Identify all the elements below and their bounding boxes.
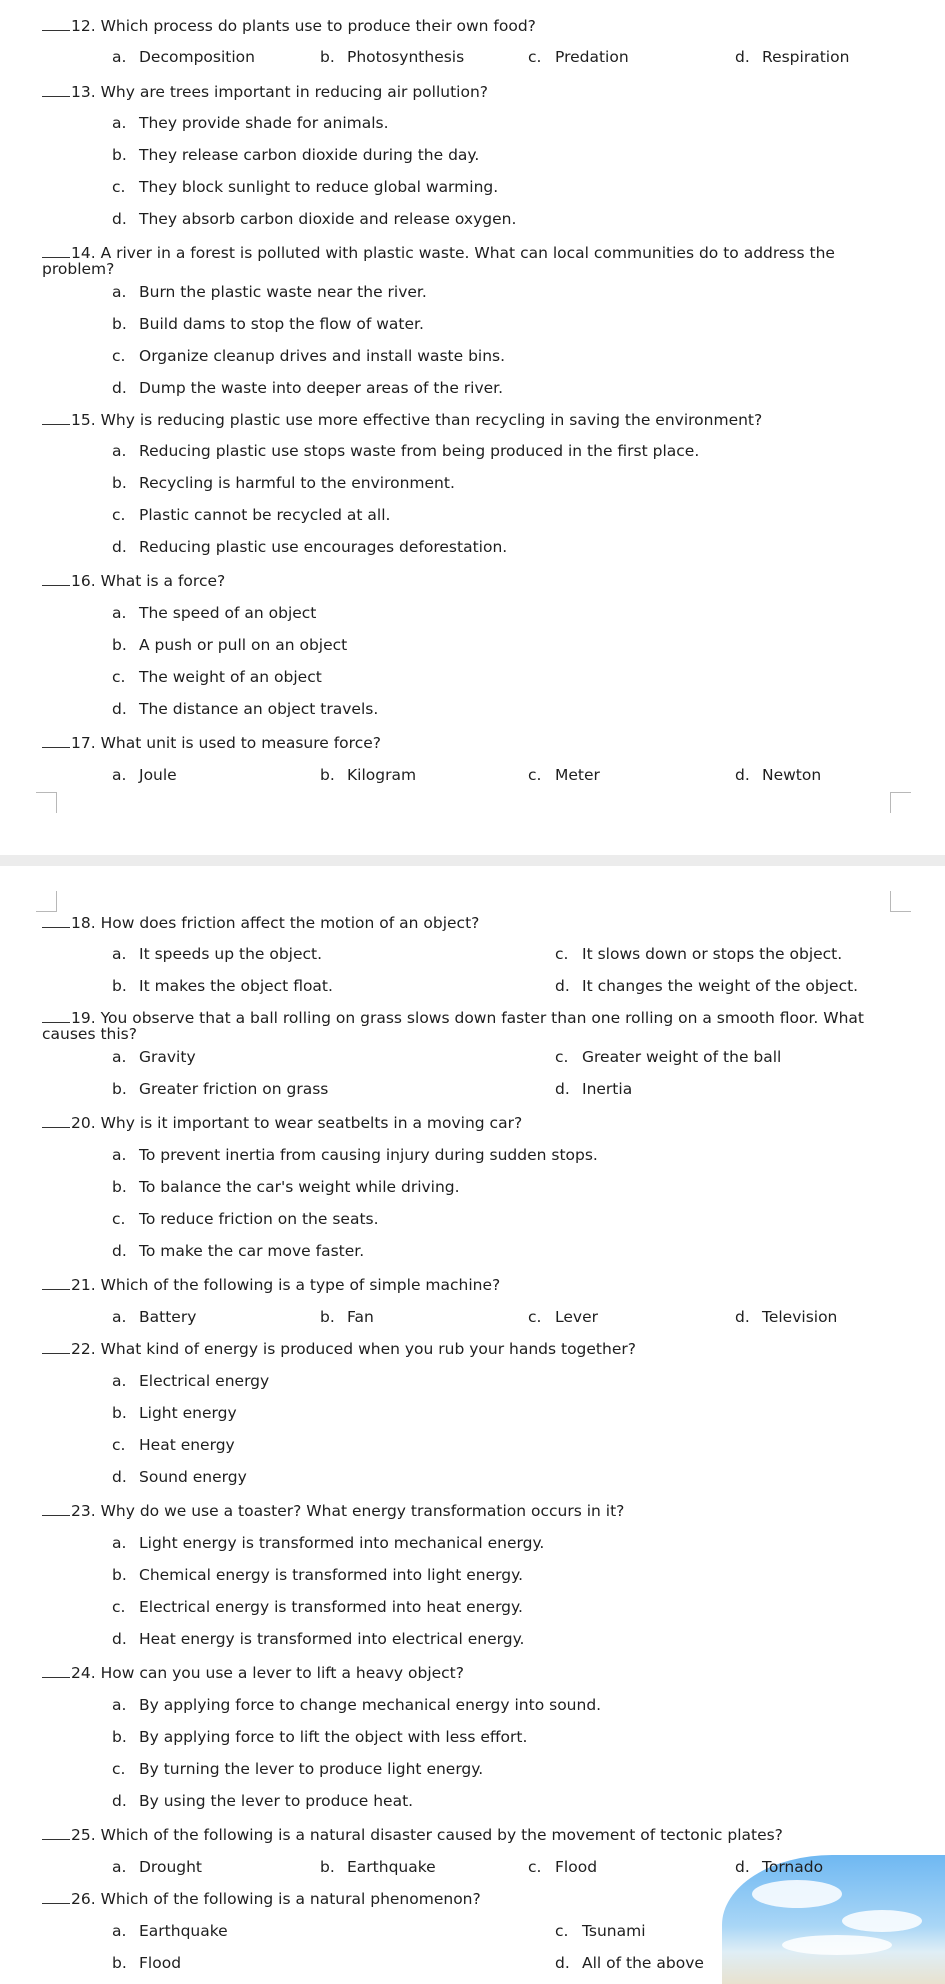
option-letter: b. (112, 1566, 127, 1584)
option-text: To make the car move faster. (139, 1242, 365, 1260)
option-letter: b. (112, 1080, 127, 1098)
option-text: By using the lever to produce heat. (139, 1792, 414, 1810)
option-text: Burn the plastic waste near the river. (139, 283, 427, 301)
option-text: By turning the lever to produce light energy. (139, 1760, 484, 1778)
option-a (112, 1372, 269, 1390)
option-b (112, 1954, 181, 1972)
option-c (112, 1210, 379, 1228)
option-b (112, 146, 479, 164)
option-letter: a. (112, 1534, 127, 1552)
option-text: Electrical energy is transformed into heat energy. (139, 1598, 523, 1616)
option-letter: d. (112, 379, 127, 397)
option-letter: d. (112, 700, 127, 718)
question-number: 14. (71, 244, 96, 262)
option-text: Electrical energy (139, 1372, 270, 1390)
option-d (112, 1630, 524, 1648)
option-d (112, 1468, 247, 1486)
question-23 (42, 1502, 902, 1519)
option-text: Light energy is transformed into mechanical energy. (139, 1534, 545, 1552)
answer-blank[interactable] (42, 1664, 70, 1678)
option-text: Kilogram (347, 766, 417, 784)
question-25 (42, 1826, 902, 1843)
option-letter: d. (112, 210, 127, 228)
option-b (112, 1178, 460, 1196)
option-letter: c. (112, 1598, 126, 1616)
option-b (112, 1728, 527, 1746)
option-letter: b. (112, 977, 127, 995)
option-letter: c. (112, 347, 126, 365)
option-text: Gravity (139, 1048, 196, 1066)
option-text: Battery (139, 1308, 197, 1326)
question-text: Why is it important to wear seatbelts in a moving car? (100, 1114, 523, 1132)
option-letter: a. (112, 1048, 127, 1066)
option-text: Meter (555, 766, 600, 784)
option-c (112, 1598, 523, 1616)
option-letter: b. (320, 766, 335, 784)
answer-blank[interactable] (42, 1826, 70, 1840)
option-text: Heat energy (139, 1436, 235, 1454)
option-text: It speeds up the object. (139, 945, 323, 963)
question-text: How can you use a lever to lift a heavy object? (100, 1664, 464, 1682)
option-text: Heat energy is transformed into electrical energy. (139, 1630, 525, 1648)
option-text: By applying force to change mechanical energy into sound. (139, 1696, 602, 1714)
question-26 (42, 1890, 902, 1907)
option-c (112, 1436, 235, 1454)
question-text: Which of the following is a type of simple machine? (100, 1276, 501, 1294)
option-text: It slows down or stops the object. (582, 945, 843, 963)
answer-blank[interactable] (42, 1009, 70, 1023)
option-a (112, 114, 389, 132)
option-text: Light energy (139, 1404, 237, 1422)
option-letter: b. (320, 48, 335, 66)
option-text: The distance an object travels. (139, 700, 379, 718)
option-text: To balance the car's weight while driving. (139, 1178, 460, 1196)
option-a (112, 1858, 202, 1876)
option-c (112, 347, 505, 365)
answer-blank[interactable] (42, 572, 70, 586)
option-text: Organize cleanup drives and install waste bins. (139, 347, 506, 365)
option-letter: d. (555, 1954, 570, 1972)
option-b (112, 1566, 523, 1584)
option-letter: b. (112, 636, 127, 654)
page-separator (0, 855, 945, 866)
option-c (528, 766, 600, 784)
option-letter: c. (112, 506, 126, 524)
option-text: Newton (762, 766, 822, 784)
option-text: Build dams to stop the flow of water. (139, 315, 424, 333)
option-b (112, 315, 424, 333)
answer-blank[interactable] (42, 83, 70, 97)
option-b (112, 1404, 237, 1422)
option-letter: b. (112, 1178, 127, 1196)
question-number: 19. (71, 1009, 96, 1027)
answer-blank[interactable] (42, 1502, 70, 1516)
answer-blank[interactable] (42, 1114, 70, 1128)
option-text: Flood (139, 1954, 182, 1972)
question-text: What is a force? (100, 572, 226, 590)
option-letter: d. (112, 538, 127, 556)
option-letter: c. (528, 766, 542, 784)
option-text: Flood (555, 1858, 598, 1876)
crop-mark-bottom-left (36, 891, 57, 912)
option-text: Earthquake (347, 1858, 436, 1876)
option-letter: b. (112, 1954, 127, 1972)
option-c (528, 1858, 597, 1876)
question-text: How does friction affect the motion of an object? (100, 914, 480, 932)
answer-blank[interactable] (42, 1340, 70, 1354)
option-c (528, 1308, 598, 1326)
option-b (112, 977, 333, 995)
option-letter: c. (528, 48, 542, 66)
option-c (112, 178, 498, 196)
option-letter: d. (112, 1792, 127, 1810)
option-text: The weight of an object (139, 668, 322, 686)
option-letter: a. (112, 442, 127, 460)
option-letter: c. (528, 1858, 542, 1876)
option-text: The speed of an object (139, 604, 317, 622)
question-19 (42, 1009, 902, 1042)
option-a (112, 766, 177, 784)
option-text: Greater weight of the ball (582, 1048, 782, 1066)
option-letter: a. (112, 1858, 127, 1876)
option-c (555, 1048, 781, 1066)
option-text: They provide shade for animals. (139, 114, 389, 132)
option-a (112, 945, 322, 963)
crop-mark-top-left (36, 792, 57, 813)
question-number: 26. (71, 1890, 96, 1908)
option-a (112, 1146, 598, 1164)
option-letter: a. (112, 1696, 127, 1714)
option-letter: c. (112, 668, 126, 686)
option-text: Drought (139, 1858, 203, 1876)
option-letter: a. (112, 283, 127, 301)
option-letter: c. (555, 1048, 569, 1066)
question-number: 22. (71, 1340, 96, 1358)
question-24 (42, 1664, 902, 1681)
option-c (112, 506, 390, 524)
question-text: Which process do plants use to produce their own food? (100, 17, 536, 35)
option-letter: d. (112, 1468, 127, 1486)
question-text: Which of the following is a natural phenomenon? (100, 1890, 481, 1908)
option-d (555, 1954, 704, 1972)
question-17 (42, 734, 902, 751)
option-letter: c. (112, 1760, 126, 1778)
answer-blank[interactable] (42, 411, 70, 425)
option-text: Tsunami (582, 1922, 646, 1940)
option-text: Earthquake (139, 1922, 228, 1940)
option-a (112, 48, 255, 66)
question-21 (42, 1276, 902, 1293)
option-a (112, 1922, 228, 1940)
option-text: They release carbon dioxide during the day. (139, 146, 480, 164)
option-letter: b. (320, 1858, 335, 1876)
question-text: What unit is used to measure force? (100, 734, 381, 752)
option-text: Greater friction on grass (139, 1080, 329, 1098)
option-a (112, 283, 427, 301)
answer-blank[interactable] (42, 1276, 70, 1290)
option-letter: b. (112, 146, 127, 164)
option-text: It makes the object float. (139, 977, 333, 995)
crop-mark-top-right (890, 792, 911, 813)
option-d (112, 700, 378, 718)
question-number: 24. (71, 1664, 96, 1682)
question-16 (42, 572, 902, 589)
option-d (112, 538, 507, 556)
question-number: 25. (71, 1826, 96, 1844)
option-text: All of the above (582, 1954, 704, 1972)
option-c (555, 945, 842, 963)
option-letter: a. (112, 114, 127, 132)
option-letter: d. (735, 766, 750, 784)
option-letter: a. (112, 48, 127, 66)
option-text: Plastic cannot be recycled at all. (139, 506, 391, 524)
option-c (528, 48, 629, 66)
option-text: Chemical energy is transformed into light energy. (139, 1566, 523, 1584)
option-letter: c. (112, 1436, 126, 1454)
option-letter: d. (555, 977, 570, 995)
option-c (112, 1760, 483, 1778)
option-d (112, 1792, 413, 1810)
question-22 (42, 1340, 902, 1357)
option-letter: d. (735, 48, 750, 66)
question-15 (42, 411, 902, 428)
question-number: 21. (71, 1276, 96, 1294)
question-18 (42, 914, 902, 931)
option-d (735, 48, 849, 66)
option-a (112, 604, 316, 622)
option-a (112, 442, 699, 460)
question-12 (42, 17, 902, 34)
option-letter: b. (112, 1728, 127, 1746)
option-b (112, 1080, 328, 1098)
option-letter: b. (112, 315, 127, 333)
answer-blank[interactable] (42, 734, 70, 748)
question-20 (42, 1114, 902, 1131)
question-text: A river in a forest is polluted with plastic waste. What can local communities do to address the problem? (42, 244, 835, 278)
answer-blank[interactable] (42, 1890, 70, 1904)
option-c (112, 668, 322, 686)
option-a (112, 1048, 196, 1066)
question-number: 12. (71, 17, 96, 35)
option-letter: c. (555, 1922, 569, 1940)
option-text: Reducing plastic use encourages deforestation. (139, 538, 508, 556)
option-text: It changes the weight of the object. (582, 977, 859, 995)
option-c (555, 1922, 646, 1940)
option-text: Lever (555, 1308, 598, 1326)
option-a (112, 1308, 196, 1326)
question-13 (42, 83, 902, 100)
option-text: By applying force to lift the object with less effort. (139, 1728, 528, 1746)
option-text: Decomposition (139, 48, 255, 66)
option-letter: d. (112, 1242, 127, 1260)
option-letter: a. (112, 1308, 127, 1326)
option-letter: d. (112, 1630, 127, 1648)
option-d (112, 379, 503, 397)
option-d (555, 977, 858, 995)
option-text: Sound energy (139, 1468, 247, 1486)
option-letter: c. (528, 1308, 542, 1326)
question-number: 15. (71, 411, 96, 429)
option-b (112, 474, 455, 492)
option-d (735, 1308, 837, 1326)
option-text: Photosynthesis (347, 48, 465, 66)
question-number: 18. (71, 914, 96, 932)
answer-blank[interactable] (42, 914, 70, 928)
option-letter: b. (112, 1404, 127, 1422)
question-text: You observe that a ball rolling on grass slows down faster than one rolling on a smooth floor. What causes this? (42, 1009, 864, 1043)
option-text: A push or pull on an object (139, 636, 348, 654)
option-text: Dump the waste into deeper areas of the river. (139, 379, 504, 397)
question-text: Why do we use a toaster? What energy transformation occurs in it? (100, 1502, 625, 1520)
question-text: Why is reducing plastic use more effective than recycling in saving the environment? (100, 411, 763, 429)
question-14 (42, 244, 902, 277)
option-text: They absorb carbon dioxide and release oxygen. (139, 210, 517, 228)
question-number: 23. (71, 1502, 96, 1520)
option-letter: a. (112, 1372, 127, 1390)
option-text: Fan (347, 1308, 374, 1326)
option-text: To reduce friction on the seats. (139, 1210, 379, 1228)
option-a (112, 1696, 601, 1714)
question-text: Why are trees important in reducing air pollution? (100, 83, 489, 101)
option-letter: c. (112, 1210, 126, 1228)
option-letter: d. (735, 1308, 750, 1326)
option-letter: d. (555, 1080, 570, 1098)
option-text: Respiration (762, 48, 850, 66)
option-text: To prevent inertia from causing injury during sudden stops. (139, 1146, 598, 1164)
option-b (112, 636, 347, 654)
option-letter: a. (112, 1146, 127, 1164)
option-text: Predation (555, 48, 629, 66)
option-letter: a. (112, 945, 127, 963)
option-b (320, 48, 464, 66)
question-number: 20. (71, 1114, 96, 1132)
option-b (320, 766, 416, 784)
answer-blank[interactable] (42, 244, 70, 258)
option-text: Inertia (582, 1080, 633, 1098)
option-letter: b. (320, 1308, 335, 1326)
question-number: 13. (71, 83, 96, 101)
option-letter: c. (112, 178, 126, 196)
answer-blank[interactable] (42, 17, 70, 31)
option-d (555, 1080, 632, 1098)
option-text: Television (762, 1308, 838, 1326)
option-letter: a. (112, 1922, 127, 1940)
option-letter: c. (555, 945, 569, 963)
option-b (320, 1308, 374, 1326)
option-text: Joule (139, 766, 177, 784)
question-text: Which of the following is a natural disaster caused by the movement of tectonic plates? (100, 1826, 783, 1844)
option-text: Reducing plastic use stops waste from being produced in the first place. (139, 442, 700, 460)
option-text: They block sunlight to reduce global warming. (139, 178, 499, 196)
question-number: 16. (71, 572, 96, 590)
crop-mark-bottom-right (890, 891, 911, 912)
option-a (112, 1534, 544, 1552)
option-letter: a. (112, 604, 127, 622)
option-d (112, 210, 516, 228)
option-letter: a. (112, 766, 127, 784)
option-d (112, 1242, 364, 1260)
question-text: What kind of energy is produced when you rub your hands together? (100, 1340, 636, 1358)
option-b (320, 1858, 436, 1876)
option-d (735, 1858, 823, 1876)
option-letter: b. (112, 474, 127, 492)
option-text: Tornado (762, 1858, 824, 1876)
option-text: Recycling is harmful to the environment. (139, 474, 455, 492)
option-d (735, 766, 821, 784)
question-number: 17. (71, 734, 96, 752)
option-letter: d. (735, 1858, 750, 1876)
